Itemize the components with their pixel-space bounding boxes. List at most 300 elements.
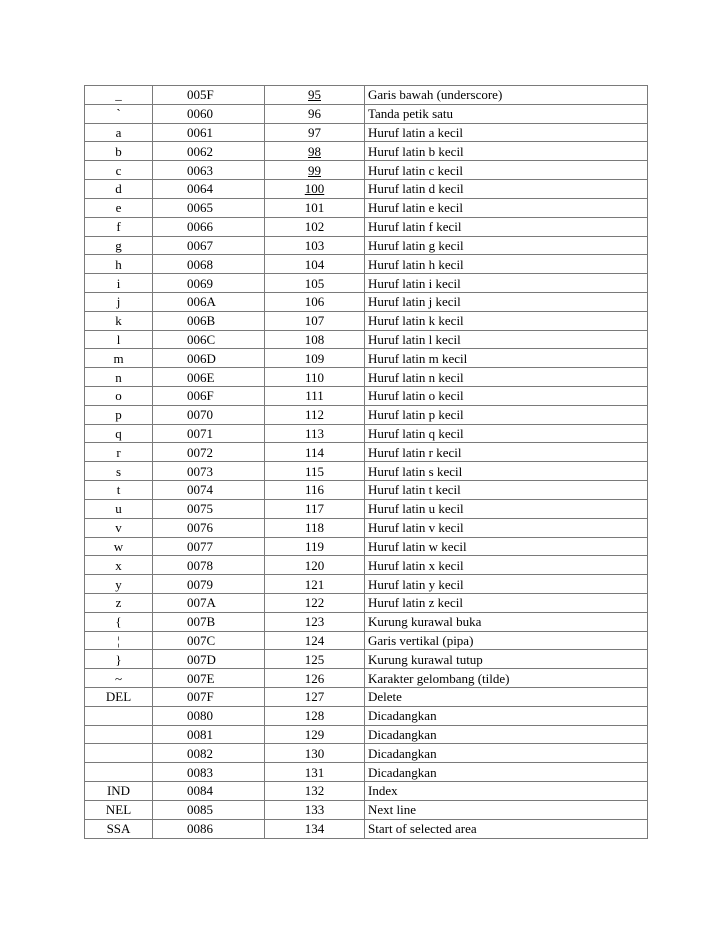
cell-hex-code-text: 0080 [187,708,213,724]
cell-hex-code [153,593,265,612]
cell-decimal-code-text: 99 [308,162,321,178]
cell-hex-code [153,763,265,782]
cell-hex-code-text: 0079 [187,576,213,592]
table-row [85,612,648,631]
cell-character [85,123,153,142]
cell-hex-code-text: 007A [187,595,216,611]
cell-decimal-code [265,180,365,199]
cell-character [85,518,153,537]
cell-hex-code [153,86,265,105]
table-row [85,311,648,330]
cell-decimal-code-text: 111 [305,388,324,404]
cell-character-text: w [113,538,124,554]
cell-character [85,800,153,819]
cell-description [365,537,648,556]
cell-hex-code [153,744,265,763]
table-row [85,688,648,707]
cell-description-text: Huruf latin k kecil [368,313,464,329]
cell-description [365,387,648,406]
cell-decimal-code-text: 106 [304,294,325,310]
cell-character [85,217,153,236]
cell-description [365,688,648,707]
cell-character [85,255,153,274]
cell-character-text: h [115,256,122,272]
cell-character [85,763,153,782]
cell-decimal-code [265,575,365,594]
cell-hex-code-text: 0070 [187,407,213,423]
cell-hex-code [153,198,265,217]
cell-description-text: Dicadangkan [368,745,437,761]
cell-decimal-code-text: 110 [304,369,325,385]
cell-description-text: Dicadangkan [368,727,437,743]
cell-character [85,104,153,123]
cell-description [365,123,648,142]
cell-decimal-code [265,198,365,217]
cell-decimal-code [265,123,365,142]
cell-character [85,537,153,556]
cell-description-text: Huruf latin d kecil [368,181,464,197]
cell-description [365,462,648,481]
cell-character [85,142,153,161]
cell-description-text: Huruf latin m kecil [368,350,468,366]
cell-decimal-code-text: 108 [304,331,325,347]
cell-description [365,142,648,161]
cell-hex-code [153,725,265,744]
cell-description-text: Start of selected area [368,821,477,837]
cell-decimal-code-text: 105 [304,275,325,291]
cell-description-text: Huruf latin l kecil [368,331,461,347]
cell-decimal-code [265,650,365,669]
cell-decimal-code [265,311,365,330]
cell-hex-code-text: 0078 [187,557,213,573]
cell-decimal-code-text: 103 [304,237,325,253]
cell-description [365,518,648,537]
cell-description-text: Kurung kurawal buka [368,614,482,630]
table-row [85,650,648,669]
cell-decimal-code-text: 114 [304,444,325,460]
cell-character [85,556,153,575]
cell-hex-code-text: 007B [187,614,216,630]
cell-decimal-code [265,556,365,575]
cell-hex-code [153,142,265,161]
cell-description-text: Huruf latin b kecil [368,143,464,159]
cell-decimal-code [265,631,365,650]
cell-hex-code [153,330,265,349]
cell-description [365,236,648,255]
cell-description-text: Huruf latin i kecil [368,275,461,291]
cell-description-text: Huruf latin v kecil [368,520,464,536]
cell-decimal-code [265,462,365,481]
cell-character-text: { [115,614,122,630]
cell-hex-code-text: 0069 [187,275,213,291]
cell-description [365,669,648,688]
cell-character [85,368,153,387]
cell-character [85,311,153,330]
cell-hex-code-text: 007C [187,632,216,648]
cell-character [85,499,153,518]
cell-decimal-code [265,255,365,274]
cell-character-text: v [115,520,122,536]
table-row [85,330,648,349]
cell-character-text: y [115,576,122,592]
cell-decimal-code [265,349,365,368]
cell-description-text: Huruf latin u kecil [368,501,464,517]
cell-character-text: d [115,181,122,197]
cell-decimal-code [265,86,365,105]
cell-hex-code-text: 0074 [187,482,213,498]
table-row [85,725,648,744]
table-row [85,161,648,180]
cell-hex-code [153,631,265,650]
cell-description-text: Delete [368,689,402,705]
cell-character [85,387,153,406]
cell-decimal-code-text: 109 [304,350,325,366]
cell-description [365,161,648,180]
cell-character-text: b [115,143,122,159]
cell-hex-code [153,612,265,631]
cell-decimal-code-text: 128 [304,708,325,724]
cell-hex-code [153,518,265,537]
cell-description [365,274,648,293]
cell-decimal-code [265,744,365,763]
table-row [85,744,648,763]
cell-decimal-code-text: 116 [304,482,325,498]
cell-description [365,255,648,274]
cell-description-text: Huruf latin y kecil [368,576,464,592]
table-row [85,349,648,368]
cell-character [85,612,153,631]
cell-character-text: } [115,651,122,667]
cell-character-text: x [115,557,122,573]
cell-decimal-code [265,161,365,180]
cell-hex-code-text: 006C [187,331,216,347]
cell-character [85,782,153,801]
cell-character [85,575,153,594]
cell-description [365,763,648,782]
table-row [85,236,648,255]
table-row [85,706,648,725]
cell-hex-code-text: 0066 [187,219,213,235]
cell-decimal-code-text: 121 [304,576,325,592]
cell-description [365,593,648,612]
cell-hex-code-text: 0065 [187,200,213,216]
cell-character [85,443,153,462]
cell-description-text: Huruf latin h kecil [368,256,464,272]
cell-character-text: f [116,219,121,235]
cell-character-text: i [116,275,121,291]
cell-hex-code-text: 006B [187,313,216,329]
table-row [85,782,648,801]
cell-hex-code [153,161,265,180]
cell-description-text: Huruf latin c kecil [368,162,463,178]
cell-decimal-code-text: 117 [304,501,325,517]
cell-decimal-code-text: 129 [304,727,325,743]
cell-character [85,706,153,725]
cell-decimal-code [265,612,365,631]
cell-decimal-code [265,800,365,819]
cell-character [85,180,153,199]
cell-decimal-code-text: 102 [304,219,325,235]
cell-decimal-code [265,688,365,707]
cell-description [365,800,648,819]
cell-description [365,556,648,575]
table-row [85,104,648,123]
cell-hex-code-text: 0072 [187,444,213,460]
cell-hex-code [153,217,265,236]
cell-hex-code [153,537,265,556]
cell-character [85,349,153,368]
cell-decimal-code [265,236,365,255]
cell-hex-code-text: 0068 [187,256,213,272]
cell-decimal-code-text: 119 [304,538,325,554]
cell-hex-code-text: 006E [187,369,215,385]
table-row [85,763,648,782]
cell-hex-code-text: 0063 [187,162,213,178]
table-row [85,800,648,819]
cell-description-text: Huruf latin g kecil [368,237,464,253]
cell-decimal-code-text: 97 [308,125,321,141]
cell-hex-code [153,556,265,575]
cell-description [365,424,648,443]
cell-hex-code-text: 005F [187,87,214,103]
cell-hex-code-text: 0067 [187,237,213,253]
cell-hex-code-text: 007D [187,651,216,667]
cell-decimal-code [265,819,365,838]
cell-description-text: Huruf latin x kecil [368,557,464,573]
cell-description-text: Dicadangkan [368,708,437,724]
cell-description [365,349,648,368]
cell-hex-code [153,255,265,274]
cell-decimal-code-text: 125 [304,651,325,667]
cell-character-text: ~ [114,670,123,686]
cell-hex-code [153,236,265,255]
cell-decimal-code [265,669,365,688]
table-body [85,86,648,839]
cell-decimal-code [265,706,365,725]
cell-description [365,575,648,594]
cell-description [365,405,648,424]
cell-decimal-code [265,292,365,311]
cell-decimal-code-text: 104 [304,256,325,272]
cell-description-text: Tanda petik satu [368,106,454,122]
cell-decimal-code-text: 107 [304,313,325,329]
cell-description [365,104,648,123]
cell-decimal-code-text: 95 [308,87,321,103]
table-row [85,255,648,274]
cell-decimal-code [265,368,365,387]
cell-description-text: Huruf latin p kecil [368,407,464,423]
cell-decimal-code-text: 126 [304,670,325,686]
table-row [85,593,648,612]
cell-description-text: Huruf latin j kecil [368,294,461,310]
cell-description-text: Huruf latin z kecil [368,595,463,611]
cell-description-text: Huruf latin s kecil [368,463,463,479]
cell-description-text: Huruf latin f kecil [368,219,462,235]
cell-decimal-code-text: 123 [304,614,325,630]
cell-description [365,217,648,236]
cell-hex-code-text: 006A [187,294,216,310]
table-row [85,481,648,500]
cell-character-text: ` [116,106,121,122]
cell-character [85,198,153,217]
cell-hex-code [153,292,265,311]
cell-decimal-code-text: 124 [304,632,325,648]
cell-character [85,161,153,180]
cell-description-text: Huruf latin t kecil [368,482,461,498]
table-row [85,274,648,293]
cell-character [85,424,153,443]
cell-hex-code [153,424,265,443]
cell-hex-code [153,688,265,707]
table-row [85,669,648,688]
cell-decimal-code [265,782,365,801]
cell-decimal-code-text: 98 [308,143,321,159]
cell-hex-code [153,669,265,688]
cell-description [365,612,648,631]
cell-decimal-code [265,725,365,744]
table-row [85,198,648,217]
cell-character-text: o [115,388,122,404]
cell-character [85,744,153,763]
cell-character [85,274,153,293]
cell-character-text: k [115,313,122,329]
cell-hex-code [153,123,265,142]
cell-description [365,499,648,518]
table-row [85,123,648,142]
cell-hex-code-text: 0086 [187,821,213,837]
cell-character [85,631,153,650]
table-row [85,424,648,443]
cell-character [85,650,153,669]
cell-hex-code [153,405,265,424]
cell-hex-code-text: 0085 [187,802,213,818]
cell-character-text: t [116,482,121,498]
cell-hex-code [153,706,265,725]
cell-character-text: IND [106,783,131,799]
cell-hex-code-text: 0077 [187,538,213,554]
cell-description [365,481,648,500]
cell-character-text: j [116,294,121,310]
cell-character [85,669,153,688]
cell-description [365,443,648,462]
cell-character-text: n [115,369,122,385]
cell-hex-code [153,443,265,462]
cell-description-text: Next line [368,802,417,818]
cell-description [365,198,648,217]
cell-hex-code-text: 0076 [187,520,213,536]
cell-hex-code [153,104,265,123]
cell-character-text: z [115,595,122,611]
cell-hex-code [153,650,265,669]
cell-description-text: Karakter gelombang (tilde) [368,670,510,686]
cell-hex-code [153,349,265,368]
cell-description-text: Garis bawah (underscore) [368,87,503,103]
table-row [85,556,648,575]
table-row [85,499,648,518]
cell-character [85,330,153,349]
table-row [85,387,648,406]
cell-hex-code [153,368,265,387]
table-row [85,368,648,387]
cell-character [85,593,153,612]
cell-decimal-code-text: 96 [308,106,321,122]
cell-character-text: l [116,331,121,347]
cell-decimal-code-text: 127 [304,689,325,705]
cell-decimal-code [265,274,365,293]
cell-hex-code-text: 0082 [187,745,213,761]
cell-description [365,292,648,311]
cell-description [365,631,648,650]
character-code-table [84,85,648,839]
cell-character-text: s [115,463,122,479]
cell-hex-code-text: 0083 [187,764,213,780]
cell-hex-code-text: 0073 [187,463,213,479]
cell-decimal-code [265,217,365,236]
cell-character-text: _ [115,87,122,103]
cell-decimal-code [265,424,365,443]
table-row [85,292,648,311]
cell-character [85,725,153,744]
cell-character-text: e [115,200,122,216]
cell-hex-code [153,180,265,199]
cell-decimal-code [265,330,365,349]
cell-hex-code-text: 0084 [187,783,213,799]
cell-character-text: p [115,407,122,423]
table-row [85,405,648,424]
table-row [85,575,648,594]
cell-hex-code [153,387,265,406]
cell-description [365,725,648,744]
cell-description-text: Kurung kurawal tutup [368,651,483,667]
table-row [85,518,648,537]
cell-hex-code [153,575,265,594]
cell-hex-code-text: 0064 [187,181,213,197]
table-row [85,537,648,556]
cell-decimal-code-text: 122 [304,595,325,611]
cell-decimal-code-text: 120 [304,557,325,573]
cell-description [365,86,648,105]
cell-hex-code-text: 0071 [187,426,213,442]
cell-hex-code [153,800,265,819]
cell-decimal-code-text: 112 [304,407,325,423]
cell-decimal-code-text: 101 [304,200,325,216]
table-row [85,462,648,481]
cell-decimal-code [265,593,365,612]
table-row [85,217,648,236]
cell-description-text: Huruf latin a kecil [368,125,463,141]
table-row [85,86,648,105]
cell-hex-code [153,499,265,518]
cell-description [365,180,648,199]
cell-decimal-code [265,499,365,518]
cell-character-text: DEL [105,689,132,705]
cell-decimal-code [265,443,365,462]
cell-hex-code [153,481,265,500]
cell-decimal-code [265,518,365,537]
cell-decimal-code-text: 115 [304,463,325,479]
cell-decimal-code-text: 118 [304,520,325,536]
cell-character-text: m [113,350,124,366]
cell-character-text: ¦ [117,632,120,648]
cell-hex-code-text: 0062 [187,143,213,159]
table-row [85,142,648,161]
cell-description [365,744,648,763]
cell-hex-code-text: 006D [187,350,216,366]
cell-hex-code-text: 0075 [187,501,213,517]
cell-decimal-code [265,104,365,123]
cell-description [365,782,648,801]
cell-decimal-code-text: 133 [304,802,325,818]
